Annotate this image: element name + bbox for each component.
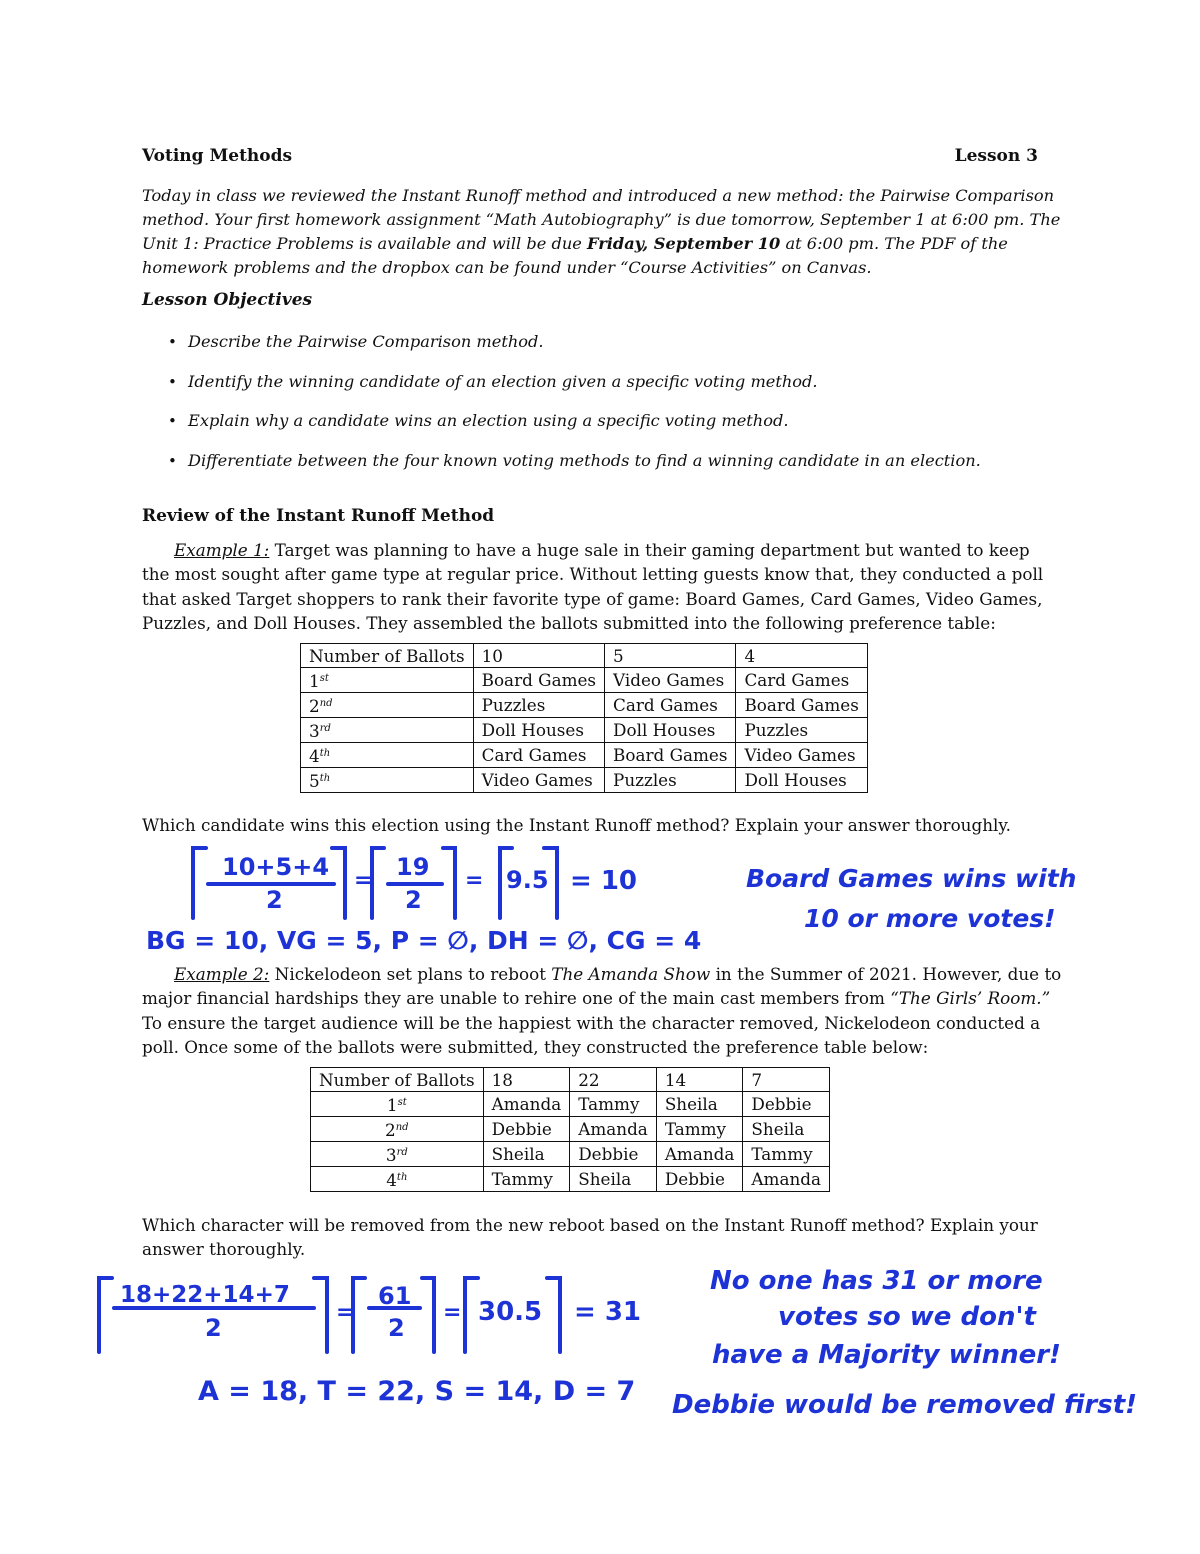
rank-cell: 3rd: [311, 1142, 484, 1167]
example2-paragraph: Example 2: Nickelodeon set plans to reboot The Amanda Show in the Summer of 2021. However, due to major financial hardships they are unable to rehire one of the main cast members from “The Girls’ Room.” To ensure the target audience will be the happiest with the character removed, Nickelodeon conducted a poll. Once some of the ballots were submitted, they constructed the preference table below:: [142, 964, 1062, 1058]
handwritten-answer: Debbie would be removed first!: [672, 1390, 1138, 1420]
table-cell: Puzzles: [736, 718, 867, 743]
handwritten-tally: A = 18, T = 22, S = 14, D = 7: [198, 1376, 636, 1407]
table-row: [311, 1117, 830, 1142]
table-cell: Tammy: [570, 1092, 657, 1117]
table-cell: Tammy: [656, 1117, 743, 1142]
rank-cell: 1st: [311, 1092, 484, 1117]
table-cell: Sheila: [570, 1167, 657, 1192]
table-cell: Card Games: [736, 668, 867, 693]
handwritten-result: = 10: [570, 866, 638, 896]
handwritten-answer: have a Majority winner!: [712, 1340, 1061, 1370]
handwritten-result: = 31: [574, 1297, 642, 1327]
document-title: Voting Methods: [142, 146, 293, 166]
handwritten-numerator: 10+5+4: [222, 853, 330, 881]
table-cell: Amanda: [570, 1117, 657, 1142]
table-cell: Card Games: [473, 743, 604, 768]
handwritten-numerator: 19: [396, 853, 430, 881]
table-cell: 10: [473, 644, 604, 668]
handwritten-answer: Board Games wins with: [746, 864, 1077, 893]
handwritten-denominator: 2: [405, 886, 422, 914]
table-row: [311, 1092, 830, 1117]
lesson-number: Lesson 3: [954, 146, 1038, 166]
table-cell: Tammy: [743, 1142, 830, 1167]
table-cell: Doll Houses: [473, 718, 604, 743]
objective-item: • Describe the Pairwise Comparison method.: [142, 330, 1042, 370]
example2-question: Which character will be removed from the new reboot based on the Instant Runoff method? Explain your answer thoroughly.: [142, 1215, 1038, 1260]
handwritten-ceiling-value: 30.5: [478, 1297, 543, 1327]
table-cell: 22: [570, 1068, 657, 1092]
table-cell: 18: [483, 1068, 570, 1092]
handwritten-equals: =: [336, 1300, 355, 1325]
intro-paragraph: Today in class we reviewed the Instant Runoff method and introduced a new method: the Pairwise Comparison method. Your first homework assignment “Math Autobiography” is due tomorrow, September 1 at 6:00 pm. The Unit 1: Practice Problems is available and will be due Friday, September 10 at 6:00 pm. The PDF of the homework problems and the dropbox can be found under “Course Activities” on Canvas.: [142, 186, 1061, 277]
table-cell: Debbie: [656, 1167, 743, 1192]
table-cell: Puzzles: [473, 693, 604, 718]
table-row: [311, 1142, 830, 1167]
handwritten-denominator: 2: [388, 1314, 405, 1342]
handwritten-answer: votes so we don't: [778, 1302, 1036, 1332]
table-cell: Amanda: [743, 1167, 830, 1192]
table-cell: Video Games: [736, 743, 867, 768]
handwritten-equals: =: [465, 868, 484, 893]
rank-cell: 2nd: [301, 693, 474, 718]
table-cell: Debbie: [483, 1117, 570, 1142]
rank-cell: 4th: [311, 1167, 484, 1192]
table-header-row: [311, 1068, 830, 1092]
rank-cell: 2nd: [311, 1117, 484, 1142]
handwritten-denominator: 2: [205, 1314, 222, 1342]
table-cell: Doll Houses: [605, 718, 736, 743]
handwritten-numerator: 61: [378, 1282, 412, 1310]
handwritten-denominator: 2: [266, 886, 283, 914]
table-row: [311, 1167, 830, 1192]
handwritten-answer: No one has 31 or more: [710, 1266, 1043, 1296]
table-cell: 14: [656, 1068, 743, 1092]
table-cell: Number of Ballots: [311, 1068, 484, 1092]
table-cell: Card Games: [605, 693, 736, 718]
handwritten-answer: 10 or more votes!: [804, 904, 1056, 933]
table-cell: Tammy: [483, 1167, 570, 1192]
rank-cell: 4th: [301, 743, 474, 768]
example1-label: Example 1:: [174, 540, 270, 560]
table-cell: Sheila: [743, 1117, 830, 1142]
section-heading: Review of the Instant Runoff Method: [142, 506, 495, 526]
handwritten-tally: BG = 10, VG = 5, P = ∅, DH = ∅, CG = 4: [146, 926, 702, 955]
example1-question: Which candidate wins this election using the Instant Runoff method? Explain your answer thoroughly.: [142, 815, 1011, 835]
table-cell: Amanda: [656, 1142, 743, 1167]
example2-label: Example 2:: [174, 964, 270, 984]
table-cell: Debbie: [570, 1142, 657, 1167]
rank-cell: 5th: [301, 768, 474, 793]
table-cell: Number of Ballots: [301, 644, 474, 668]
objective-item: • Differentiate between the four known voting methods to find a winning candidate in an election.: [142, 449, 1042, 489]
table-cell: 5: [605, 644, 736, 668]
table-cell: Sheila: [656, 1092, 743, 1117]
example1-paragraph: Example 1: Target was planning to have a huge sale in their gaming department but wanted to keep the most sought after game type at regular price. Without letting guests know that, they conducted a poll that asked Target shoppers to rank their favorite type of game: Board Games, Card Games, Video Games, Puzzles, and Doll Houses. They assembled the ballots submitted into the following preference table:: [142, 540, 1044, 634]
objective-item: • Identify the winning candidate of an election given a specific voting method.: [142, 370, 1042, 410]
table-cell: Video Games: [473, 768, 604, 793]
handwritten-numerator: 18+22+14+7: [120, 1282, 290, 1308]
due-date: Friday, September 10: [586, 234, 781, 253]
table-cell: Board Games: [736, 693, 867, 718]
table-cell: Amanda: [483, 1092, 570, 1117]
rank-cell: 3rd: [301, 718, 474, 743]
table-cell: 4: [736, 644, 867, 668]
table-cell: Puzzles: [605, 768, 736, 793]
table-cell: Board Games: [605, 743, 736, 768]
objectives-heading: Lesson Objectives: [142, 290, 313, 310]
objective-item: • Explain why a candidate wins an election using a specific voting method.: [142, 409, 1042, 449]
table-cell: Doll Houses: [736, 768, 867, 793]
handwritten-equals: =: [354, 868, 373, 893]
handwritten-equals: =: [443, 1300, 462, 1325]
table-cell: Sheila: [483, 1142, 570, 1167]
rank-cell: 1st: [301, 668, 474, 693]
example2-preference-table: [310, 1067, 830, 1192]
table-cell: Debbie: [743, 1092, 830, 1117]
table-cell: 7: [743, 1068, 830, 1092]
table-cell: Board Games: [473, 668, 604, 693]
handwritten-ceiling-value: 9.5: [506, 866, 549, 894]
table-cell: Video Games: [605, 668, 736, 693]
